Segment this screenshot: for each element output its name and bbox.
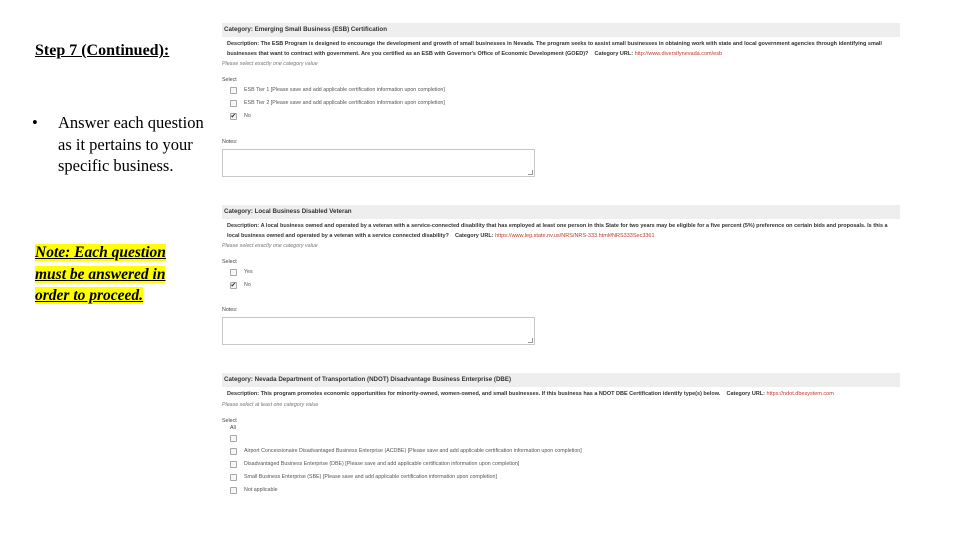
option-dbe[interactable] — [222, 458, 900, 471]
option-label: No — [244, 282, 251, 288]
section-esb-certification — [222, 23, 900, 177]
category-header: Category: Nevada Department of Transportation (NDOT) Disadvantage Business Enterprise (DBE) — [222, 373, 900, 387]
option-sbe[interactable] — [222, 471, 900, 484]
option-acdbe[interactable] — [222, 445, 900, 458]
description-label: Description: — [227, 223, 260, 229]
category-url-link[interactable]: https://ndot.dbesystem.com — [766, 391, 834, 397]
option-label: No — [244, 113, 251, 119]
option-checkbox-checked[interactable] — [230, 282, 237, 289]
select-label: Select — [222, 417, 237, 424]
option-checkbox[interactable] — [230, 269, 237, 276]
selection-hint: Please select exactly one category value — [222, 243, 318, 249]
select-label: Select — [222, 259, 237, 265]
notes-label: Notes: — [222, 139, 238, 145]
category-description — [222, 390, 899, 400]
description-text: The ESB Program is designed to encourage the development and growth of small businesses in Nevada. The program seeks to assist small businesses in obtaining work with state and local government agencies through identifying small businesses that want to contract with government. Are you certified as an ESB with Governor's Office of Economic Development (GOED)? — [227, 41, 882, 57]
bullet-text: Answer each question as it pertains to your specific business. — [58, 113, 204, 175]
description-text: A local business owned and operated by a veteran with a service-connected disability that has employed at least one person in this State for two years may be eligible for a five percent (5%) preference on certain bids and proposals. Is this a local business owned and operated by a veteran with a service connected disability? — [227, 223, 888, 239]
category-url-link[interactable]: https://www.leg.state.nv.us/NRS/NRS-333.html#NRS333Sec3361 — [495, 232, 655, 239]
selection-hint: Please select at least one category value — [222, 401, 319, 408]
selection-hint: Please select exactly one category value — [222, 61, 318, 67]
option-no[interactable] — [222, 279, 900, 292]
option-esb-tier-1[interactable] — [222, 84, 900, 97]
option-label: Airport Concessionaire Disadvantaged Business Enterprise (ACDBE) [Please save and add applicable certification information upon completion] — [244, 447, 582, 454]
option-label: Disadvantaged Business Enterprise (DBE) [Please save and add applicable certification information upon completion] — [244, 460, 520, 467]
notes-label: Notes: — [222, 307, 238, 313]
option-label: Not applicable — [244, 486, 278, 493]
select-all-label[interactable]: All — [230, 424, 236, 431]
option-label: ESB Tier 1 [Please save and add applicable certification information upon completion] — [244, 87, 445, 93]
option-checkbox[interactable] — [230, 461, 237, 468]
category-description — [222, 222, 899, 241]
option-esb-tier-2[interactable] — [222, 97, 900, 110]
category-description — [222, 40, 899, 59]
section-disabled-veteran — [222, 205, 900, 345]
section-ndot-dbe — [222, 373, 900, 497]
option-label: Small Business Enterprise (SBE) [Please save and add applicable certification information upon completion] — [244, 473, 497, 480]
option-yes[interactable] — [222, 266, 900, 279]
description-text: This program promotes economic opportunities for minority-owned, women-owned, and small businesses. If this business has a NDOT DBE Certification identify type(s) below. — [260, 391, 721, 397]
option-checkbox[interactable] — [230, 87, 237, 94]
note-callout — [35, 242, 195, 307]
option-checkbox[interactable] — [230, 474, 237, 481]
description-label: Description: — [227, 391, 260, 397]
option-not-applicable[interactable] — [222, 484, 900, 497]
option-checkbox[interactable] — [230, 100, 237, 107]
select-label: Select — [222, 77, 237, 83]
notes-textarea[interactable] — [222, 317, 535, 345]
category-url-label: Category URL: — [455, 232, 494, 239]
category-url-link[interactable]: http://www.diversifynevada.com/esb — [634, 50, 723, 57]
category-header: Category: Emerging Small Business (ESB) Certification — [222, 23, 900, 37]
option-label: Yes — [244, 269, 253, 275]
slide-heading: Step 7 (Continued): — [35, 42, 170, 59]
option-blank[interactable] — [222, 432, 900, 445]
category-url-label: Category URL: — [594, 50, 634, 57]
option-no[interactable] — [222, 110, 900, 123]
category-url-label: Category URL: — [726, 391, 765, 397]
option-checkbox-checked[interactable] — [230, 113, 237, 120]
notes-textarea[interactable] — [222, 149, 535, 177]
option-checkbox[interactable] — [230, 487, 237, 494]
option-label: ESB Tier 2 [Please save and add applicable certification information upon completion] — [244, 100, 445, 106]
description-label: Description: — [227, 41, 260, 47]
bullet-dot: • — [32, 113, 38, 132]
category-header: Category: Local Business Disabled Veteran — [222, 205, 900, 219]
option-checkbox[interactable] — [230, 435, 237, 442]
option-checkbox[interactable] — [230, 448, 237, 455]
instruction-bullet — [32, 112, 207, 177]
note-text: Note: Each question must be answered in order to proceed. — [35, 244, 166, 304]
